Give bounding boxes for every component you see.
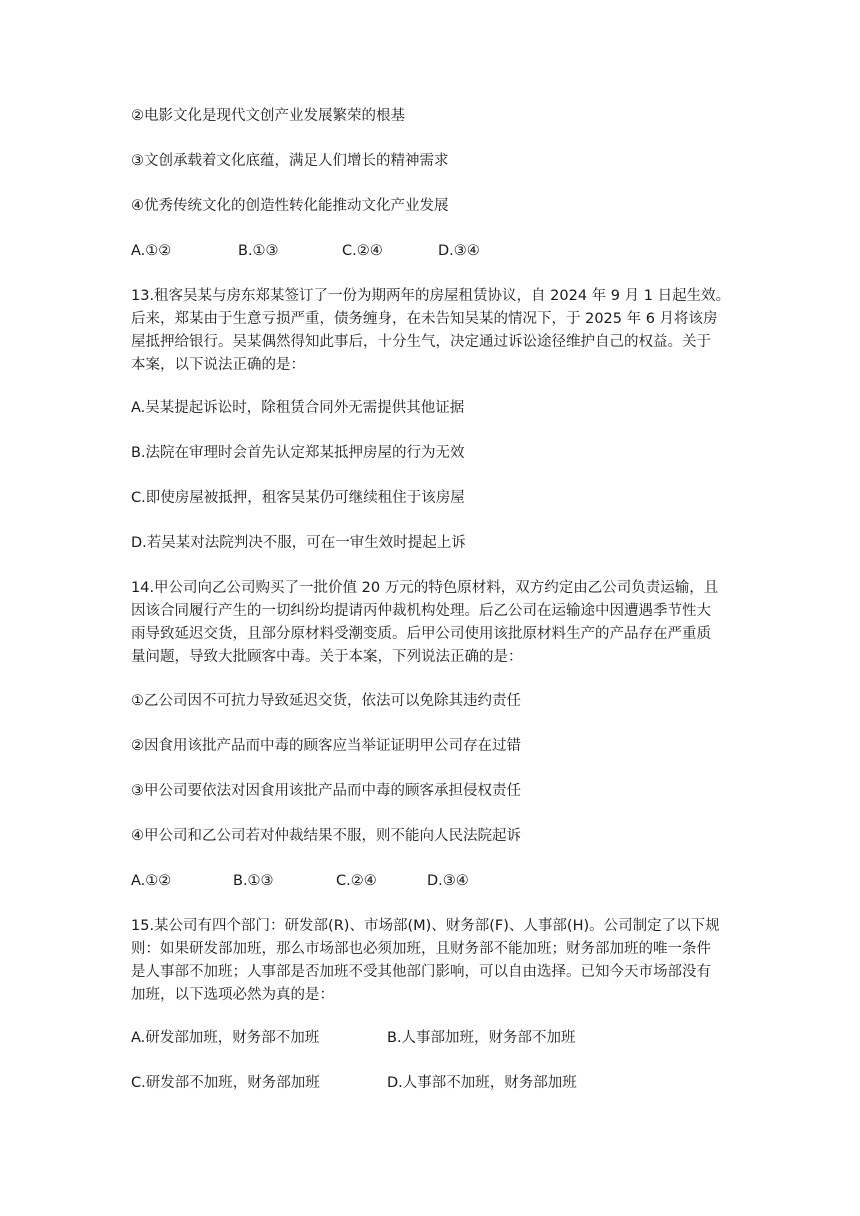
q14-option-b: B.①③ (233, 873, 274, 889)
q12-statement-4: ④优秀传统文化的创造性转化能推动文化产业发展 (131, 198, 449, 214)
q15-option-c: C.研发部不加班，财务部加班 (131, 1075, 320, 1091)
q13-option-d: D.若吴某对法院判决不服，可在一审生效时提起上诉 (131, 535, 466, 551)
q14-statement-1: ①乙公司因不可抗力导致延迟交货，依法可以免除其违约责任 (131, 693, 521, 709)
q12-options (131, 240, 531, 262)
q14-statement-4: ④甲公司和乙公司若对仲裁结果不服，则不能向人民法院起诉 (131, 828, 521, 844)
q12-statement-3: ③文创承载着文化底蕴，满足人们增长的精神需求 (131, 153, 449, 169)
q13-stem (131, 285, 731, 377)
q14-stem-line: 因该合同履行产生的一切纠纷均提请丙仲裁机构处理。后乙公司在运输途中因遭遇季节性大 (131, 603, 711, 619)
q12-option-b: B.①③ (238, 243, 279, 259)
q14-stem-line: 量问题，导致大批顾客中毒。关于本案，下列说法正确的是： (131, 649, 523, 665)
q12-option-a: A.①② (131, 243, 172, 259)
q15-stem-line: 则：如果研发部加班，那么市场部也必须加班，且财务部不能加班；财务部加班的唯一条件 (131, 941, 711, 957)
q14-stem-line: 14.甲公司向乙公司购买了一批价值 20 万元的特色原材料，双方约定由乙公司负责运输，且 (131, 580, 719, 596)
q14-options (131, 870, 531, 892)
q14-option-c: C.②④ (336, 873, 377, 889)
q13-option-a: A.吴某提起诉讼时，除租赁合同外无需提供其他证据 (131, 400, 465, 416)
q12-statement-2: ②电影文化是现代文创产业发展繁荣的根基 (131, 108, 405, 124)
q12-option-d: D.③④ (438, 243, 480, 259)
q15-stem-line: 加班，以下选项必然为真的是： (131, 987, 334, 1003)
q15-option-d: D.人事部不加班，财务部加班 (387, 1075, 577, 1091)
q15-stem-line: 15.某公司有四个部门：研发部(R)、市场部(M)、财务部(F)、人事部(H)。公司制定了以下规 (131, 918, 720, 934)
q13-option-c: C.即使房屋被抵押，租客吴某仍可继续租住于该房屋 (131, 490, 465, 506)
q12-option-c: C.②④ (342, 243, 383, 259)
q13-stem-line: 后来，郑某由于生意亏损严重，债务缠身，在未告知吴某的情况下，于 2025 年 6 月将该房 (131, 311, 718, 327)
q14-option-a: A.①② (131, 873, 172, 889)
q13-stem-line: 13.租客吴某与房东郑某签订了一份为期两年的房屋租赁协议，自 2024 年 9 月 1 日起生效。 (131, 288, 731, 304)
q14-statement-2: ②因食用该批产品而中毒的顾客应当举证证明甲公司存在过错 (131, 738, 521, 754)
q14-stem (131, 577, 731, 669)
q15-option-a: A.研发部加班，财务部不加班 (131, 1030, 320, 1046)
q15-option-b: B.人事部加班，财务部不加班 (387, 1030, 576, 1046)
q14-stem-line: 雨导致延迟交货，且部分原材料受潮变质。后甲公司使用该批原材料生产的产品存在严重质 (131, 626, 711, 642)
q14-statement-3: ③甲公司要依法对因食用该批产品而中毒的顾客承担侵权责任 (131, 783, 521, 799)
q15-stem-line: 是人事部不加班；人事部是否加班不受其他部门影响，可以自由选择。已知今天市场部没有 (131, 964, 711, 980)
q13-stem-line: 屋抵押给银行。吴某偶然得知此事后，十分生气，决定通过诉讼途径维护自己的权益。关于 (131, 334, 711, 350)
q15-stem (131, 915, 731, 1007)
q13-stem-line: 本案，以下说法正确的是： (131, 357, 305, 373)
q14-option-d: D.③④ (427, 873, 469, 889)
q15-options-row-2 (131, 1072, 611, 1094)
q13-option-b: B.法院在审理时会首先认定郑某抵押房屋的行为无效 (131, 445, 465, 461)
q15-options-row-1 (131, 1027, 611, 1049)
